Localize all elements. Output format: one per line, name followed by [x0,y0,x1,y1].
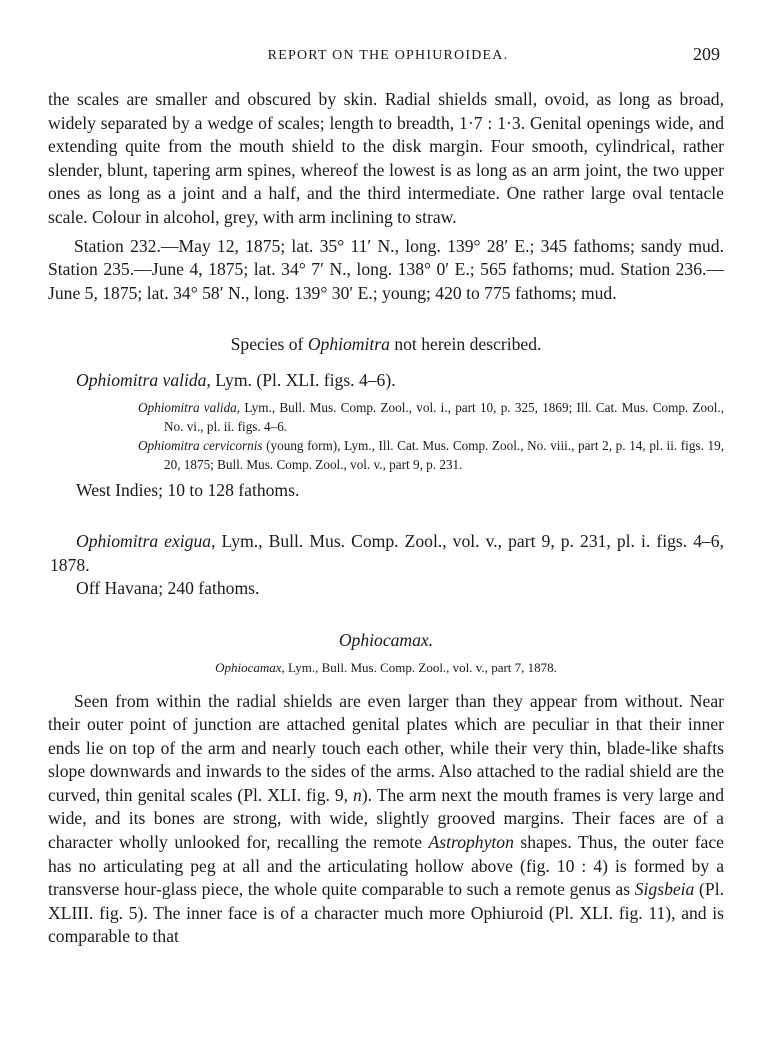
species-exigua [48,530,724,577]
text-run-italic: Astrophyton [428,832,514,853]
page-body [48,88,724,949]
synonym-ref: , Lym., Bull. Mus. Comp. Zool., vol. i., part 10, p. 325, 1869; Ill. Cat. Mus. Comp. Zool., No. vi., pl. ii. figs. 4–6. [164,399,724,434]
text-run: ). The arm next the mouth frames is very large and wide, and its bones are strong, with wide, slightly grooved margins. Their faces are of a character wholly unlooked for, recalling the remote [48,784,724,853]
genus-reference [48,658,724,678]
species-name: Ophiomitra exigua [76,531,212,552]
heading-pre: Species of [230,334,308,355]
text-run: shapes. Thus, the outer face has no articulating peg at all and the articulating hollow above (fig. 10 : 4) is formed by a transverse hour-glass piece, the whole quite comparable to such a remote genus as [48,832,724,900]
genus-name: Ophiocamax. [338,629,434,650]
running-title: REPORT ON THE OPHIUROIDEA. [267,48,509,63]
genus-ref-name: Ophiocamax [215,659,282,675]
section-heading-ophiomitra [48,333,724,357]
heading-post: not herein described. [389,334,542,355]
text-run: (Pl. XLIII. fig. 5). The inner face is of a character much more Ophiuroid (Pl. XLI. fig. 11), and is comparable to that [48,879,724,947]
text-run-italic: Sigsbeia [634,879,695,900]
genus-heading [48,629,724,653]
synonym-2 [48,436,724,474]
species-ref: , Lym., Bull. Mus. Comp. Zool., vol. v., part 9, p. 231, pl. i. figs. 4–6, 1878. [50,531,724,575]
text-run-italic: n [353,784,362,805]
species-ref: , Lym. (Pl. XLI. figs. 4–6). [206,369,396,390]
synonym-1 [48,398,724,436]
description-paragraph: the scales are smaller and obscured by skin. Radial shields small, ovoid, as long as broad, widely separated by a wedge of scales; length to breadth, 1·7 : 1·3. Genital openings wide, and extending quite from the mouth shield to the disk margin. Four smooth, cylindrical, rather slender, blunt, tapering arm spines, whereof the lowest is as long as an arm joint, the two upper ones as long as a joint and a half, and the third intermediate. One rather large oval tentacle scale. Colour in alcohol, grey, with arm inclining to straw. [48,89,724,227]
ophiocamax-paragraph [48,690,724,950]
locality-valida: West Indies; 10 to 128 fathoms. [76,479,300,500]
station-paragraph: Station 232.—May 12, 1875; lat. 35° 11′ N., long. 139° 28′ E.; 345 fathoms; sandy mud. Station 235.—June 4, 1875; lat. 34° 7′ N., long. 138° 0′ E.; 565 fathoms; mud. Station 236.—June 5, 1875; lat. 34° 58′ N., long. 139° 30′ E.; young; 420 to 775 fathoms; mud. [48,235,724,303]
page-number: 209 [693,44,720,64]
synonym-ref: (young form), Lym., Ill. Cat. Mus. Comp. Zool., No. viii., part 2, p. 14, pl. ii. figs. 19, 20, 1875; Bull. Mus. Comp. Zool., vol. v., part 9, p. 231. [164,437,724,472]
genus-ref-rest: , Lym., Bull. Mus. Comp. Zool., vol. v., part 7, 1878. [281,659,557,675]
running-header [48,44,728,68]
heading-genus: Ophiomitra [307,334,390,355]
synonym-name: Ophiomitra valida [138,399,237,415]
locality-exigua: Off Havana; 240 fathoms. [76,578,260,599]
synonym-name: Ophiomitra cervicornis [138,437,263,453]
text-run: Seen from within the radial shields are even larger than they appear from without. Near their outer point of junction are attached genital plates which are peculiar in that their inner ends lie on top of the arm and nearly touch each other, while their very thin, blade-like shafts slope downwards and inwards to the sides of the arms. Also attached to the radial shield are the curved, thin genital scales (Pl. XLI. fig. 9, [48,690,724,805]
species-valida [48,369,724,393]
species-name: Ophiomitra valida [76,369,207,390]
